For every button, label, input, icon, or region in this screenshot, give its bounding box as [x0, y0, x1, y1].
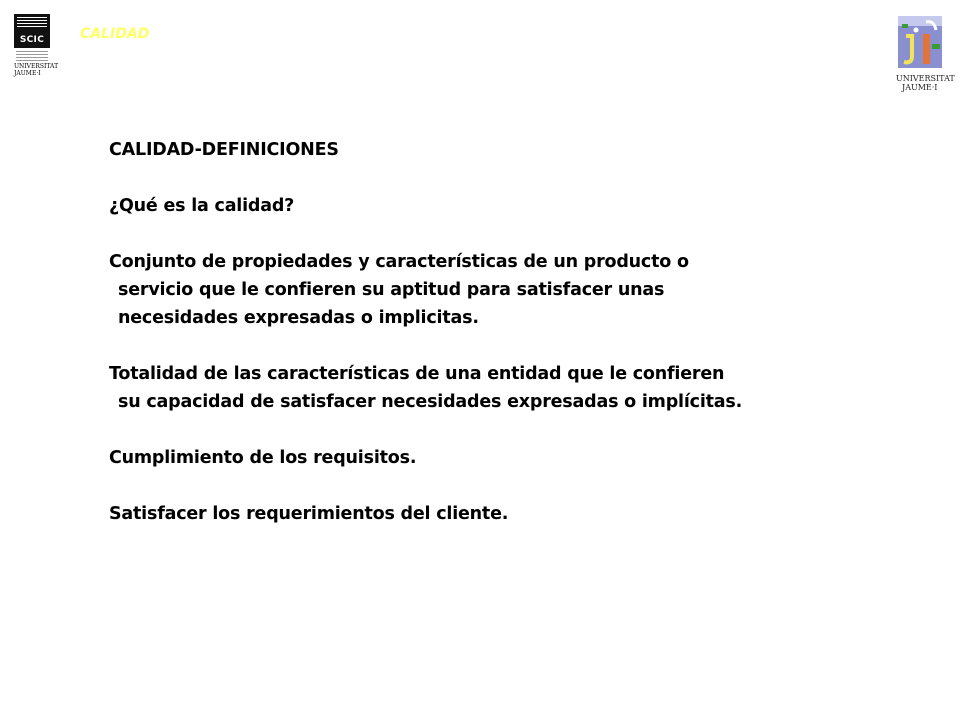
definition-2-line-2: su capacidad de satisfacer necesidades expresadas o implícitas.: [118, 392, 743, 412]
definition-1-line-1: Conjunto de propiedades y características de un producto o: [109, 252, 689, 272]
definition-3: Cumplimiento de los requisitos.: [109, 448, 417, 468]
scic-logo-text: SCIC: [19, 35, 45, 45]
uji-emblem-icon: [896, 16, 944, 70]
uji-logo-line2: JAUME·I: [902, 83, 938, 92]
scic-logo-subtext: UNIVERSITAT JAUME·I: [14, 63, 59, 77]
question-heading: ¿Qué es la calidad?: [109, 196, 295, 216]
scic-logo-mark: [14, 14, 50, 48]
document-title: CALIDAD-DEFINICIONES: [109, 140, 339, 160]
section-label: CALIDAD: [80, 26, 150, 42]
definition-2: [109, 360, 909, 416]
uji-logo-line1: UNIVERSITAT: [896, 74, 955, 83]
definition-1-line-3: necesidades expresadas o implicitas.: [118, 308, 479, 328]
document-body: [109, 136, 909, 556]
scic-logo-lines: [16, 51, 48, 63]
definition-1-line-2: servicio que le confieren su aptitud para satisfacer unas: [118, 280, 665, 300]
definition-1: [109, 248, 909, 332]
definition-4: Satisfacer los requerimientos del cliente.: [109, 504, 509, 524]
scic-logo: [12, 14, 59, 77]
definition-2-line-1: Totalidad de las características de una entidad que le confieren: [109, 364, 725, 384]
uji-logo: [896, 16, 955, 96]
